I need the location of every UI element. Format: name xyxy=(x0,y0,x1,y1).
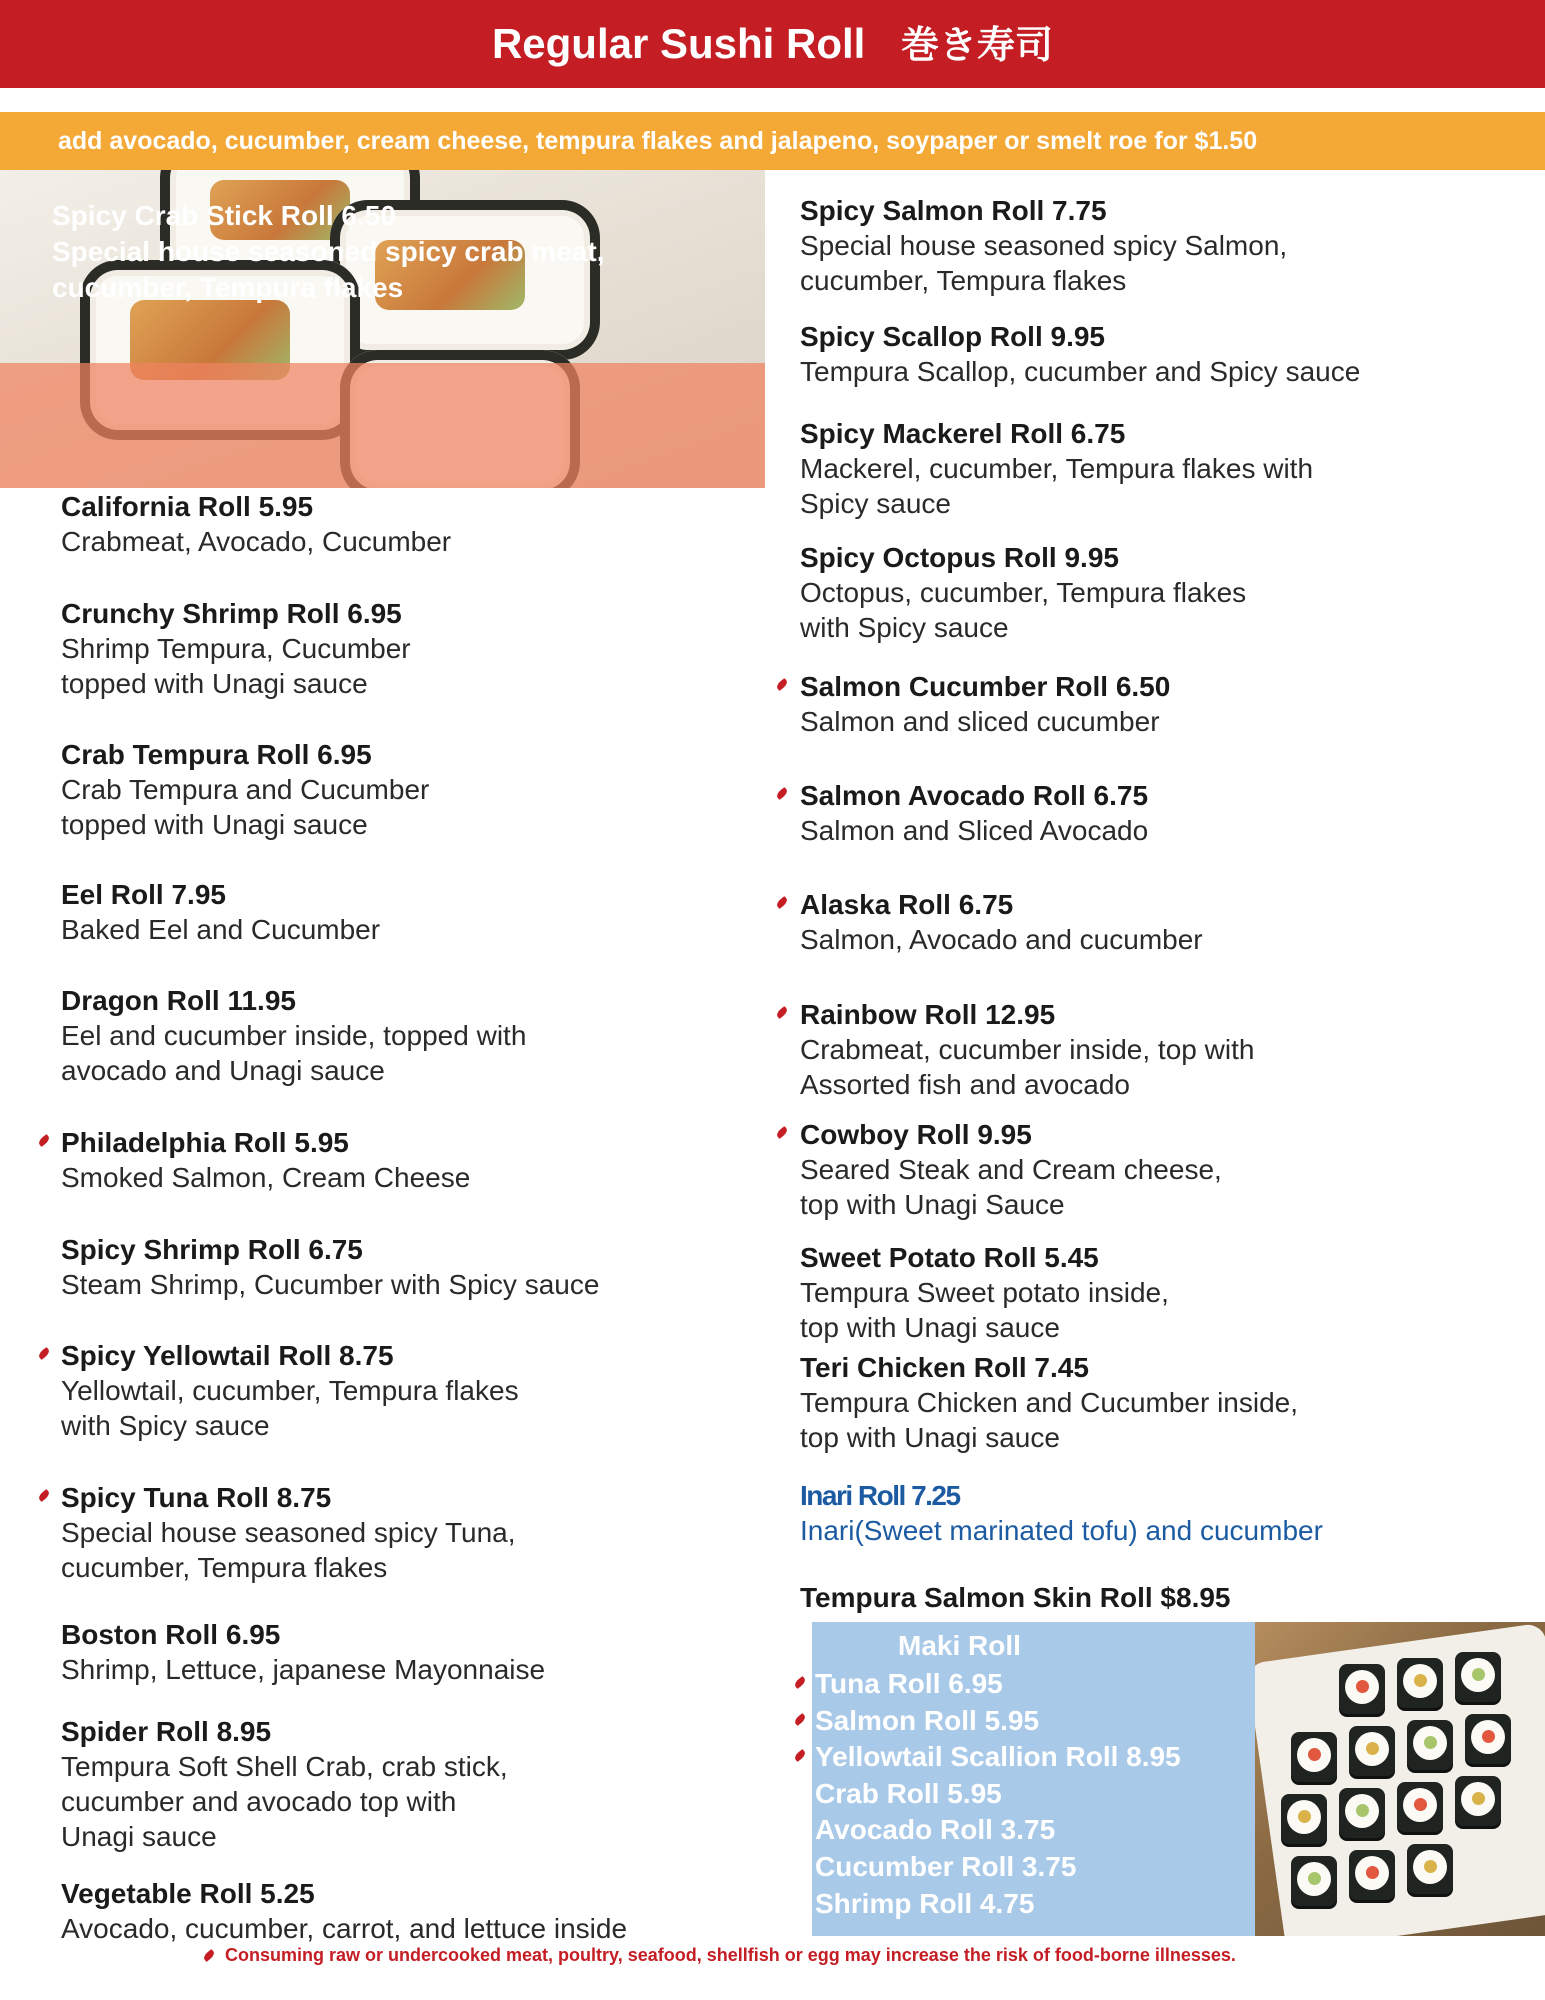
menu-item xyxy=(800,997,1254,1102)
menu-item xyxy=(61,983,526,1088)
menu-item xyxy=(800,319,1360,389)
menu-item-desc: Tempura Scallop, cucumber and Spicy sauce xyxy=(800,356,1361,387)
menu-item-desc: Smoked Salmon, Cream Cheese xyxy=(61,1162,471,1193)
menu-item xyxy=(61,596,411,701)
menu-item-desc: Baked Eel and Cucumber xyxy=(61,914,381,945)
menu-item xyxy=(800,1478,1323,1548)
menu-item-desc: cucumber, Tempura flakes xyxy=(61,1552,388,1583)
maki-item: Shrimp Roll 4.75 xyxy=(815,1887,1035,1919)
raw-warning-icon xyxy=(793,1749,807,1762)
menu-item-desc: top with Unagi sauce xyxy=(800,1312,1060,1343)
menu-item-name: Crunchy Shrimp Roll 6.95 xyxy=(61,598,402,629)
menu-item-desc: avocado and Unagi sauce xyxy=(61,1055,385,1086)
maki-photo xyxy=(1255,1622,1545,1936)
menu-item xyxy=(800,887,1203,957)
raw-warning-icon xyxy=(775,678,789,691)
raw-warning-icon xyxy=(793,1676,807,1689)
menu-item-name: Cowboy Roll 9.95 xyxy=(800,1119,1032,1150)
menu-item-name: Vegetable Roll 5.25 xyxy=(61,1878,315,1909)
menu-item-desc: Tempura Chicken and Cucumber inside, xyxy=(800,1387,1299,1418)
menu-item-desc: topped with Unagi sauce xyxy=(61,668,368,699)
menu-item-desc: cucumber and avocado top with xyxy=(61,1786,457,1817)
page-title-japanese: 巻き寿司 xyxy=(901,23,1054,67)
menu-item-desc: Crabmeat, Avocado, Cucumber xyxy=(61,526,452,557)
menu-item-name: Philadelphia Roll 5.95 xyxy=(61,1127,349,1158)
raw-warning-icon xyxy=(793,1713,807,1726)
menu-item-desc: Shrimp Tempura, Cucumber xyxy=(61,633,411,664)
menu-item-desc: Unagi sauce xyxy=(61,1821,217,1852)
menu-item-desc: Inari(Sweet marinated tofu) and cucumber xyxy=(800,1515,1323,1546)
raw-warning-icon xyxy=(37,1489,51,1502)
featured-item xyxy=(52,198,752,306)
menu-item-name: Spicy Mackerel Roll 6.75 xyxy=(800,418,1126,449)
maki-item: Avocado Roll 3.75 xyxy=(815,1814,1056,1846)
menu-item xyxy=(800,669,1170,739)
menu-item-desc: Steam Shrimp, Cucumber with Spicy sauce xyxy=(61,1269,600,1300)
menu-item-name: Crab Tempura Roll 6.95 xyxy=(61,739,372,770)
raw-warning-icon xyxy=(775,1006,789,1019)
menu-item-name: Spider Roll 8.95 xyxy=(61,1716,272,1747)
menu-item-name: Salmon Avocado Roll 6.75 xyxy=(800,780,1149,811)
menu-item xyxy=(61,737,429,842)
menu-item-name: Spicy Yellowtail Roll 8.75 xyxy=(61,1340,394,1371)
menu-item-name: Eel Roll 7.95 xyxy=(61,879,226,910)
menu-item xyxy=(61,877,380,947)
menu-item xyxy=(800,1350,1298,1455)
menu-item-desc: Salmon, Avocado and cucumber xyxy=(800,924,1203,955)
menu-item-desc: Octopus, cucumber, Tempura flakes xyxy=(800,577,1247,608)
menu-item xyxy=(61,1876,627,1946)
maki-item: Yellowtail Scallion Roll 8.95 xyxy=(815,1741,1181,1773)
menu-item-name: Spicy Salmon Roll 7.75 xyxy=(800,195,1107,226)
menu-item xyxy=(800,193,1287,298)
featured-item-name: Spicy Crab Stick Roll 6.50 xyxy=(52,200,396,231)
menu-item-name: Alaska Roll 6.75 xyxy=(800,889,1014,920)
maki-item: Cucumber Roll 3.75 xyxy=(815,1851,1077,1882)
menu-item-name: Spicy Scallop Roll 9.95 xyxy=(800,321,1106,352)
raw-warning-icon xyxy=(775,1126,789,1139)
maki-item: Tuna Roll 6.95 xyxy=(815,1668,1003,1699)
menu-item-name: California Roll 5.95 xyxy=(61,491,314,522)
page-title: Regular Sushi Roll xyxy=(491,20,866,67)
menu-item-desc: Special house seasoned spicy Salmon, xyxy=(800,230,1288,261)
menu-item-desc: Shrimp, Lettuce, japanese Mayonnaise xyxy=(61,1654,546,1685)
menu-item-desc: Crabmeat, cucumber inside, top with xyxy=(800,1034,1255,1065)
raw-warning-icon xyxy=(37,1347,51,1360)
menu-item xyxy=(800,1117,1222,1222)
menu-item-desc: topped with Unagi sauce xyxy=(61,809,368,840)
menu-item xyxy=(800,778,1148,848)
menu-item-desc: Crab Tempura and Cucumber xyxy=(61,774,430,805)
menu-item-desc: Spicy sauce xyxy=(800,488,951,519)
menu-item xyxy=(61,1480,516,1585)
footer-warning: Consuming raw or undercooked meat, poultry, seafood, shellfish or egg may increase the risk of food-borne illnesses. xyxy=(225,1945,1236,1965)
menu-item-desc: Avocado, cucumber, carrot, and lettuce inside xyxy=(61,1913,628,1944)
menu-item xyxy=(61,1125,470,1195)
menu-item xyxy=(800,416,1313,521)
menu-item-name: Inari Roll 7.25 xyxy=(800,1480,960,1511)
menu-item-name: Boston Roll 6.95 xyxy=(61,1619,281,1650)
menu-item-name: Teri Chicken Roll 7.45 xyxy=(800,1352,1089,1383)
addon-banner: add avocado, cucumber, cream cheese, tempura flakes and jalapeno, soypaper or smelt roe for $1.50 xyxy=(0,112,1545,170)
menu-item xyxy=(61,1714,508,1854)
menu-item-desc: Eel and cucumber inside, topped with xyxy=(61,1020,527,1051)
menu-item-desc: Mackerel, cucumber, Tempura flakes with xyxy=(800,453,1314,484)
menu-item-desc: top with Unagi Sauce xyxy=(800,1189,1065,1220)
menu-item-desc: Special house seasoned spicy Tuna, xyxy=(61,1517,516,1548)
menu-item-name: Rainbow Roll 12.95 xyxy=(800,999,1056,1030)
featured-item-desc: Special house seasoned spicy crab meat, cucumber, Tempura flakes xyxy=(52,236,605,303)
maki-item: Crab Roll 5.95 xyxy=(815,1777,1002,1809)
menu-item-desc: Seared Steak and Cream cheese, xyxy=(800,1154,1222,1185)
maki-title: Maki Roll xyxy=(898,1630,1021,1661)
menu-item-name: Spicy Tuna Roll 8.75 xyxy=(61,1482,332,1513)
menu-item-desc: cucumber, Tempura flakes xyxy=(800,265,1127,296)
menu-item-name: Spicy Shrimp Roll 6.75 xyxy=(61,1234,363,1265)
raw-warning-icon xyxy=(775,787,789,800)
raw-warning-icon xyxy=(202,1949,216,1962)
menu-item xyxy=(61,489,451,559)
menu-item xyxy=(61,1338,519,1443)
menu-item-desc: Yellowtail, cucumber, Tempura flakes xyxy=(61,1375,519,1406)
menu-item-name: Sweet Potato Roll 5.45 xyxy=(800,1242,1099,1273)
menu-item-desc: with Spicy sauce xyxy=(61,1410,270,1441)
menu-item xyxy=(800,540,1246,645)
menu-item-name: Dragon Roll 11.95 xyxy=(61,985,296,1016)
raw-warning-icon xyxy=(775,896,789,909)
maki-item: Salmon Roll 5.95 xyxy=(815,1704,1040,1736)
menu-item xyxy=(800,1580,1231,1615)
menu-item xyxy=(61,1617,545,1687)
menu-item-name: Salmon Cucumber Roll 6.50 xyxy=(800,671,1171,702)
menu-item-desc: Tempura Sweet potato inside, xyxy=(800,1277,1169,1308)
menu-item-desc: Tempura Soft Shell Crab, crab stick, xyxy=(61,1751,508,1782)
menu-item-desc: with Spicy sauce xyxy=(800,612,1009,643)
menu-item xyxy=(800,1240,1169,1345)
menu-item xyxy=(61,1232,599,1302)
raw-warning-icon xyxy=(37,1134,51,1147)
menu-header xyxy=(0,0,1545,88)
menu-item-desc: Salmon and sliced cucumber xyxy=(800,706,1160,737)
menu-item-desc: Salmon and Sliced Avocado xyxy=(800,815,1149,846)
menu-item-desc: Assorted fish and avocado xyxy=(800,1069,1130,1100)
menu-item-name: Spicy Octopus Roll 9.95 xyxy=(800,542,1119,573)
menu-item-name: Tempura Salmon Skin Roll $8.95 xyxy=(800,1582,1231,1613)
menu-item-desc: top with Unagi sauce xyxy=(800,1422,1060,1453)
